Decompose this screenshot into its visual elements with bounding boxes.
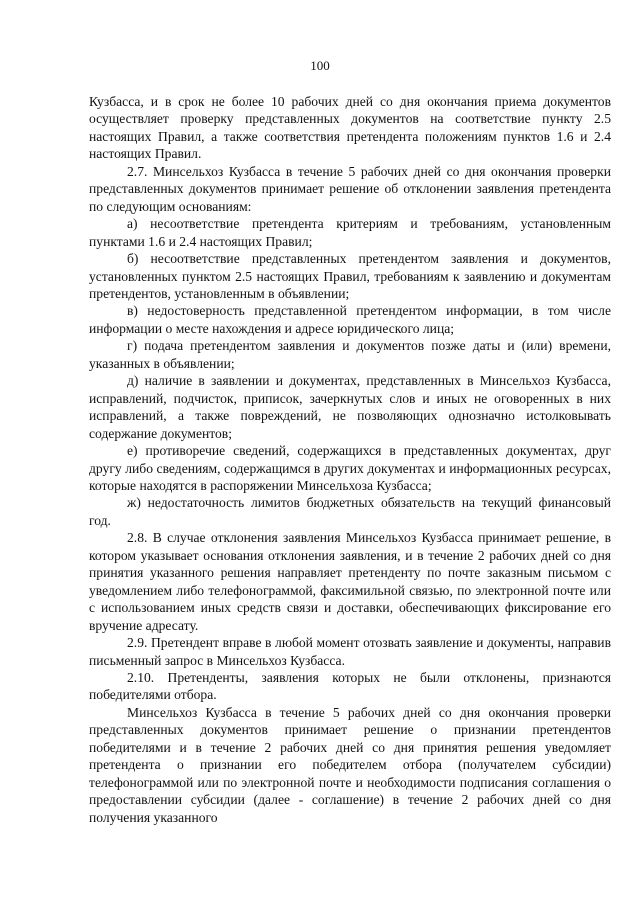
- paragraph-2-7-e: е) противоречие сведений, содержащихся в представленных документах, друг другу либо сведениям, содержащимся в других документах и информационных ресурсах, которые находятся в распоряжении Минсельхоза Кузбасса;: [89, 443, 611, 493]
- paragraph-2-10: 2.10. Претенденты, заявления которых не были отклонены, признаются победителями отбора.: [89, 669, 611, 703]
- page-number: 100: [310, 58, 330, 73]
- paragraph-2-7-g: г) подача претендентом заявления и документов позже даты и (или) времени, указанных в объявлении;: [89, 338, 611, 371]
- paragraph-2-7-b: б) несоответствие представленных претендентом заявления и документов, установленных пунктом 2.5 настоящих Правил, требованиям к заявлению и документам претендентов, установленным в объявлении;: [89, 251, 611, 301]
- paragraph-2-9: 2.9. Претендент вправе в любой момент отозвать заявление и документы, направив письменный запрос в Минсельхоз Кузбасса.: [89, 635, 611, 668]
- paragraph-2-7-d: д) наличие в заявлении и документах, представленных в Минсельхоз Кузбасса, исправлений, подчисток, приписок, зачеркнутых слов и иных не оговоренных в них исправлений, а также повреждений, не позволяющих однозначно истолковывать содержание документов;: [89, 373, 611, 441]
- paragraph-continuation: Кузбасса, и в срок не более 10 рабочих дней со дня окончания приема документов осуществляет проверку представленных документов на соответствие пункту 2.5 настоящих Правил, а также соответствия претендента положениям пунктов 1.6 и 2.4 настоящих Правил.: [89, 94, 611, 162]
- paragraph-2-7-a: а) несоответствие претендента критериям и требованиям, установленным пунктами 1.6 и 2.4 настоящих Правил;: [89, 216, 611, 249]
- paragraph-winners-notification: Минсельхоз Кузбасса в течение 5 рабочих дней со дня окончания проверки представленных документов принимает решение о признании претендентов победителями и в течение 2 рабочих дней со дня принятия решения уведомляет претендента о признании его победителем отбора (получателем субсидии) телефонограммой или по электронной почте и необходимости подписания соглашения о предоставлении субсидии (далее - соглашение) в течение 2 рабочих дней со дня получения указанного: [89, 704, 611, 825]
- paragraph-2-7-zh: ж) недостаточность лимитов бюджетных обязательств на текущий финансовый год.: [89, 495, 611, 528]
- paragraph-2-7: 2.7. Минсельхоз Кузбасса в течение 5 рабочих дней со дня окончания проверки представленных документов принимает решение об отклонении заявления претендента по следующим основаниям:: [89, 163, 611, 214]
- paragraph-2-7-v: в) недостоверность представленной претендентом информации, в том числе информации о месте нахождения и адресе юридического лица;: [89, 303, 611, 336]
- paragraph-2-8: 2.8. В случае отклонения заявления Минсельхоз Кузбасса принимает решение, в котором указывает основания отклонения заявления, и в течение 2 рабочих дней со дня принятия указанного решения направляет претенденту по почте заказным письмом с уведомлением либо телефонограммой, факсимильной связью, по электронной почте или с использованием иных средств связи и доставки, обеспечивающих фиксирование его вручение адресату.: [89, 530, 611, 633]
- document-body: [89, 93, 611, 826]
